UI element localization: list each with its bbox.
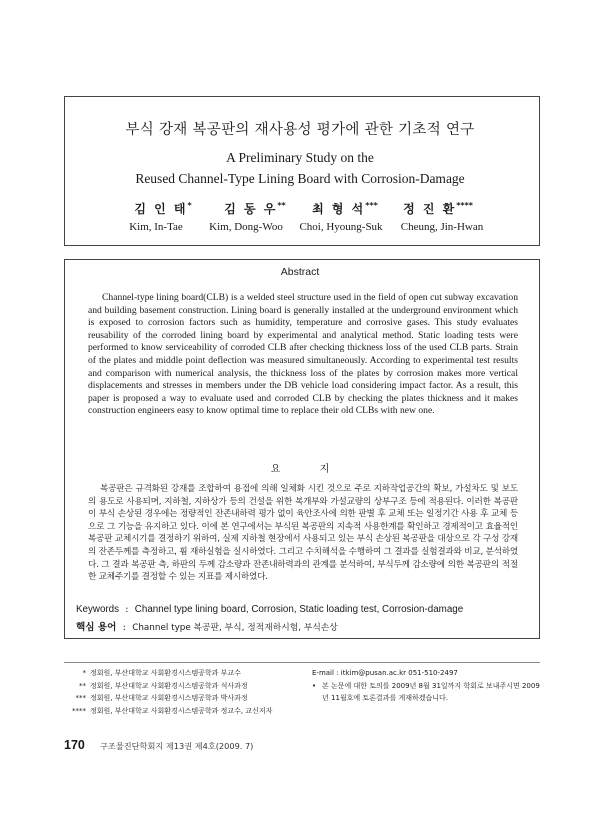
title-korean: 부식 강재 복공판의 재사용성 평가에 관한 기초적 연구 [125,122,475,138]
footnote-divider [64,662,540,663]
keywords-korean-row [76,619,338,633]
author-english-4: Cheung, Jin-Hwan [400,221,484,233]
author-affiliations [64,667,304,717]
discussion-notice-text: 본 논문에 대한 토의를 2009년 8월 31일까지 학회로 보내주시면 2009년 11월호에 토론결과를 게재하겠습니다. [322,681,540,702]
page-number: 170 [64,738,85,752]
korean-abstract-heading: 요 지 [270,464,348,475]
abstract-text: Channel-type lining board(CLB) is a welded steel structure used in the field of open cut subway excavation and building basement construction. Lining board is generally installed at the underground environment which is exposed to corrosion factors such as humidity, temperature and corrosive gases. This study evaluates reusability of the corroded lining board by experimental and analytical method. Static loading tests were performed to know serviceability of corroded CLB after checking thickness loss of the used CLB parts. Strain of the plates and middle point deflection was measured simultaneously. According to experimental test results and comparison with numerical analysis, the thickness loss of the plates by corrosion makes more vertical displacements and stresses in members under the DB vehicle load considering impact factor. As a result, this paper is proposed a way to evaluate used and corroded CLB by checking the plates thickness and it makes construction engineers easy to know optimal time to replace their old CLBs with new one. [88,292,518,417]
author-english-2: Kim, Dong-Woo [209,221,283,233]
discussion-notice [312,680,540,705]
korean-abstract-text: 복공판은 규격화된 강재를 조합하여 용접에 의해 일체화 시킨 것으로 주로 지하작업공간의 확보, 가설차도 및 보도의 용도로 사용되며, 지하철, 지하상가 등의 건설을 위한 복개부와 가설교량의 상부구조 등에 적용된다. 이러한 복공판이 부식 손상된 경우에는 정량적인 잔존내하력 평가 없이 육안조사에 의한 판별 후 교체 또는 일정기간 사용 후 교체 등으로 그 기능을 유지하고 있다. 이에 본 연구에서는 부식된 복공판의 지속적 사용한계를 확인하고 경제적이고 효율적인 복공판 교체시기를 결정하기 위하여, 실제 지하철 현장에서 사용되고 있는 부식 손상된 복공판을 대상으로 각 구성 강재의 잔존두께를 측정하고, 휨 재하실험을 실시하였다. 그리고 수치해석을 수행하여 그 결과를 실험결과와 비교, 분석하였다. 그 결과 복공판 측, 하판의 두께 감소량과 잔존내하력과의 관계를 분석하여, 부식두께 감소량에 의한 복공판의 적절한 교체주기를 결정할 수 있는 지표를 제시하였다. [88,484,518,583]
keywords-korean-separator: : [119,622,130,633]
keywords-separator: : [122,604,132,615]
author-english-3: Choi, Hyoung-Suk [299,221,383,233]
footnote-item: *** 정회원, 부산대학교 사회환경시스템공학과 박사과정 [75,694,248,702]
abstract-heading: Abstract [280,266,320,278]
author-korean-1: 김 인 태* [134,201,192,216]
title-english-line-1: A Preliminary Study on the [226,150,374,165]
keywords-text: Channel type lining board, Corrosion, Static loading test, Corrosion-damage [134,604,464,615]
keywords-korean-text: Channel type 복공판, 부식, 정적재하시험, 부식손상 [132,623,338,633]
author-korean-4: 정 진 환**** [403,201,473,216]
footnote-item: ** 정회원, 부산대학교 사회환경시스템공학과 석사과정 [79,681,248,690]
keywords-label: Keywords [76,604,120,615]
contact-and-notice [312,667,540,705]
footnote-item: * 정회원, 부산대학교 사회환경시스템공학과 부교수 [82,669,241,677]
keywords-row [76,604,463,615]
keywords-korean-label: 핵심 용어 [76,622,117,633]
author-korean-3: 최 형 석*** [312,201,378,216]
author-korean-2: 김 동 우** [224,201,286,216]
contact-email: E-mail : itkim@pusan.ac.kr 051-510-2497 [312,669,458,677]
footnote-item: **** 정회원, 부산대학교 사회환경시스템공학과 정교수, 교신저자 [72,706,273,715]
journal-citation: 구조물진단학회지 제13권 제4호(2009. 7) [100,741,254,751]
title-english-line-2: Reused Channel-Type Lining Board with Corrosion-Damage [135,171,465,186]
author-english-1: Kim, In-Tae [129,221,183,233]
bullet-icon: • [312,681,317,690]
